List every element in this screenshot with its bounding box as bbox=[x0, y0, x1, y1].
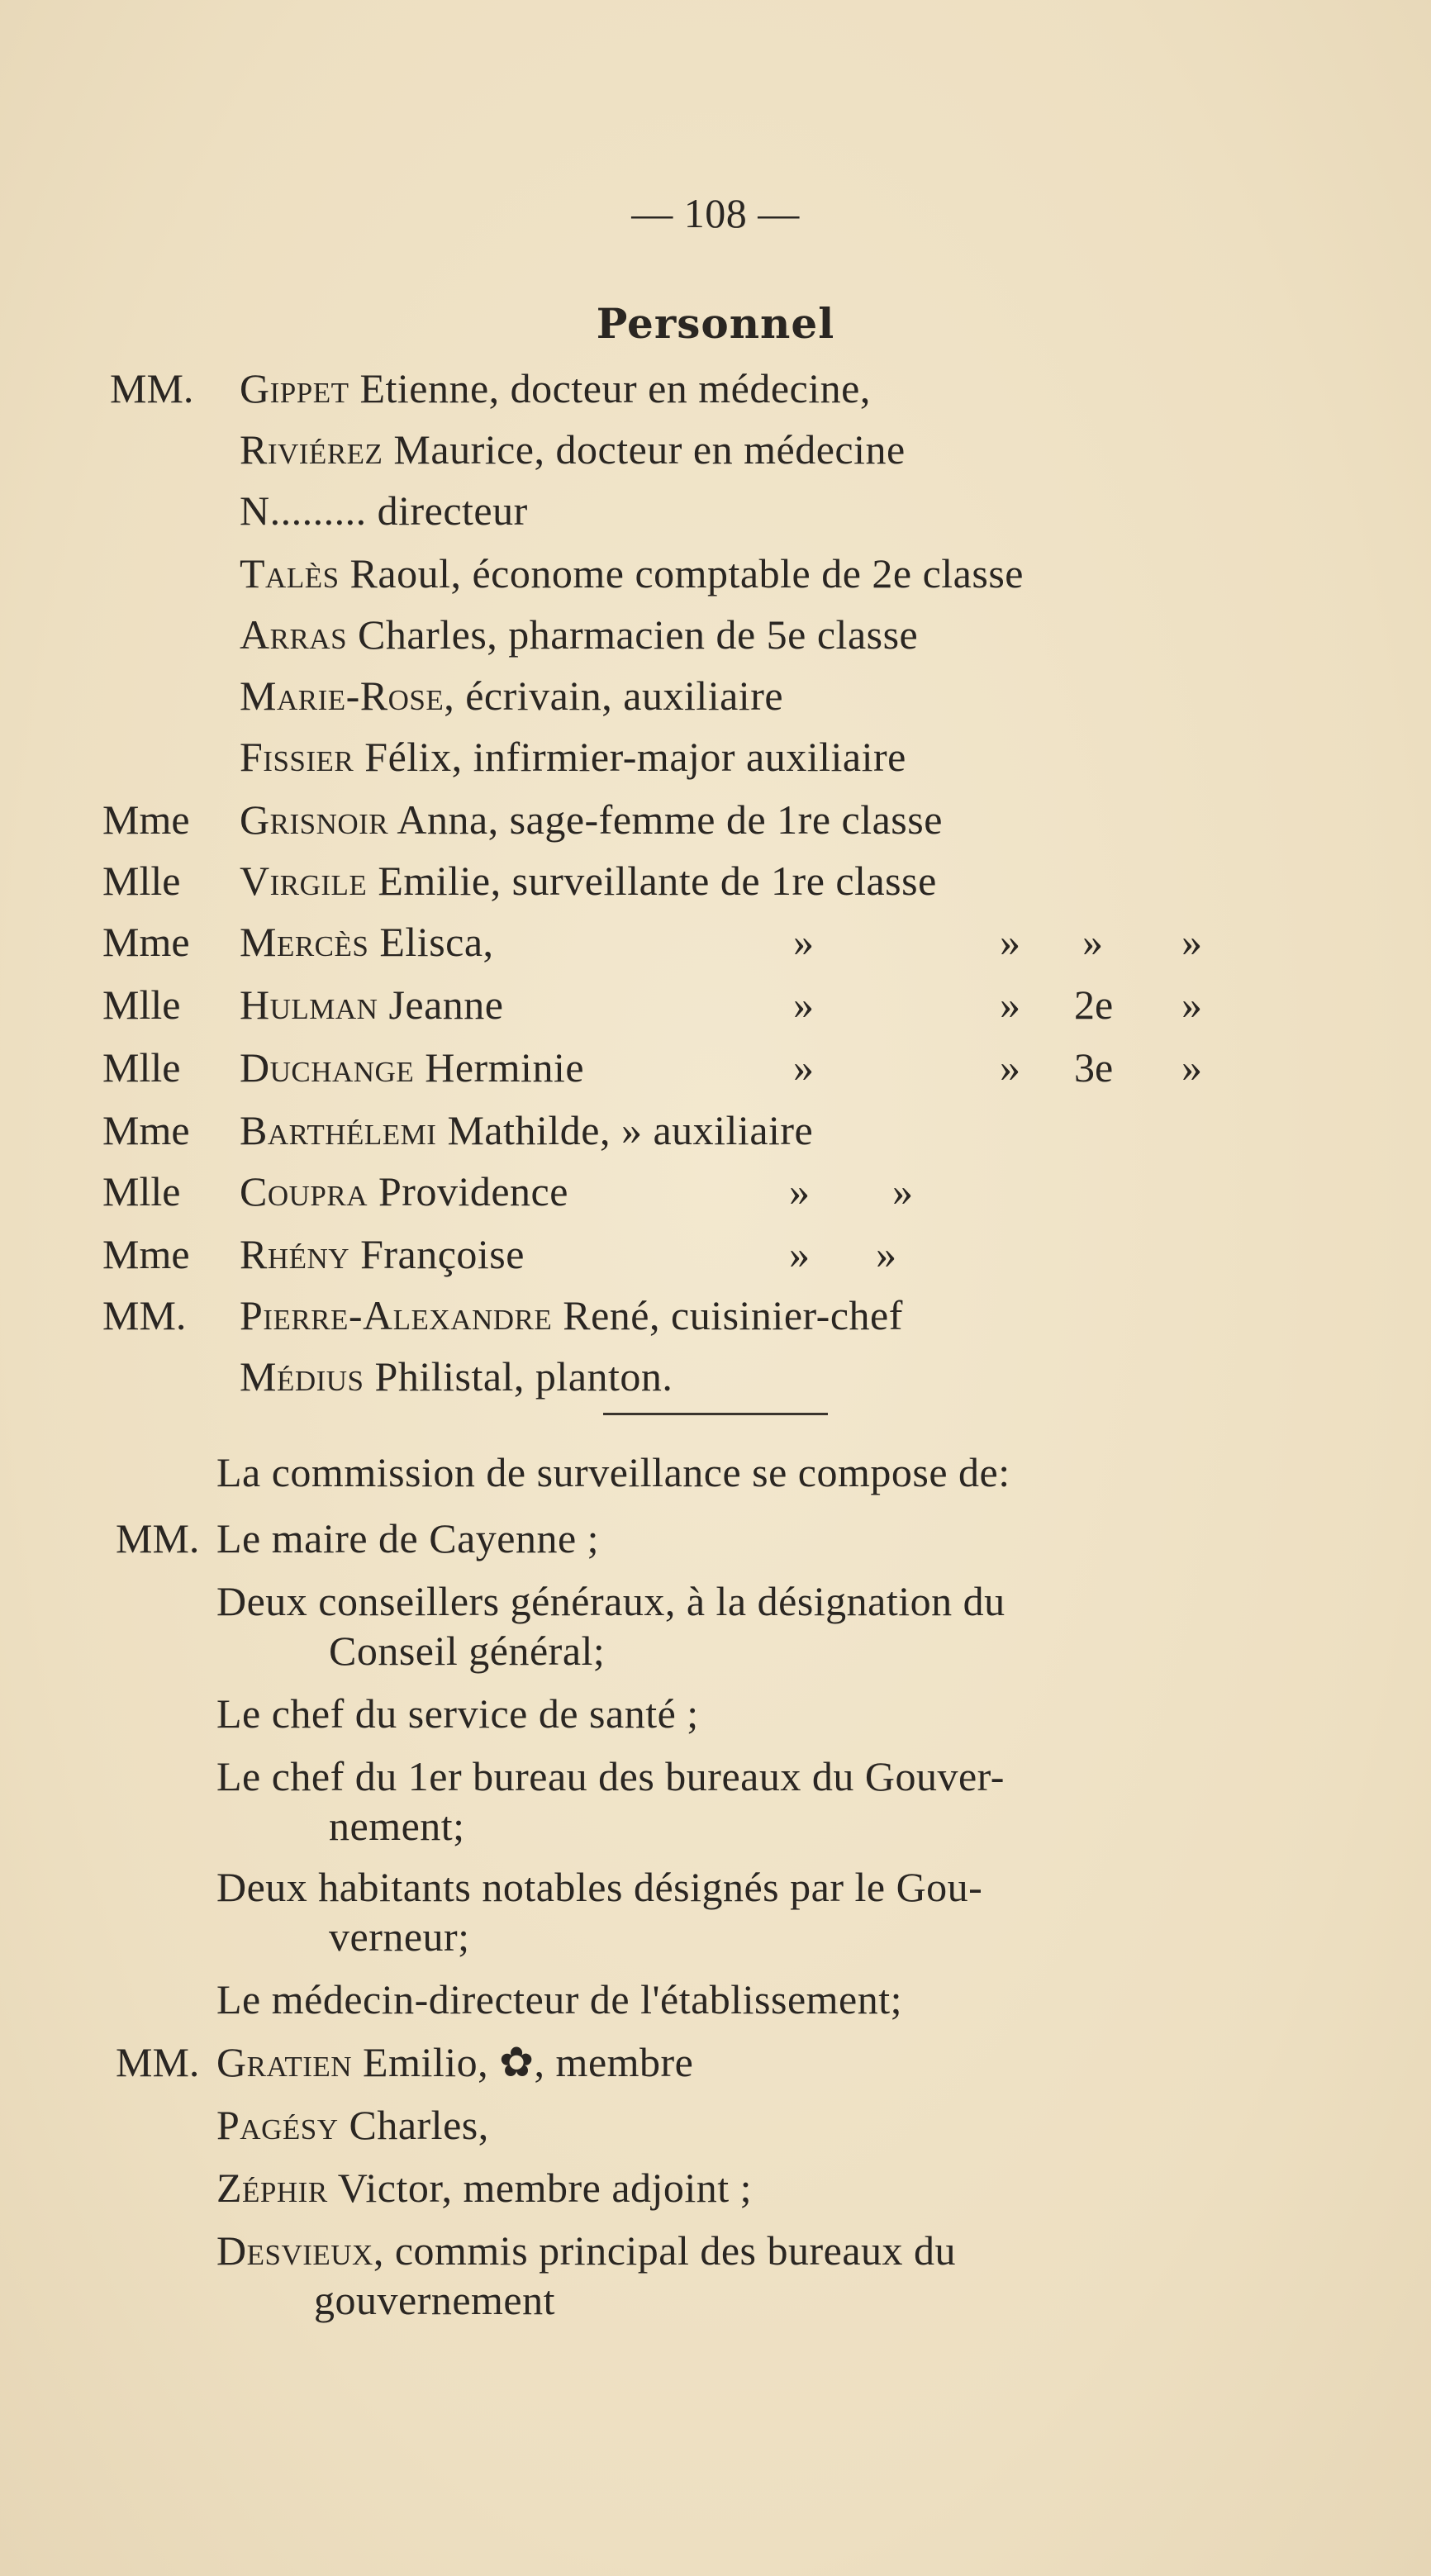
personnel-detail: Philistal, planton. bbox=[364, 1353, 673, 1400]
ditto-mark: » bbox=[789, 1168, 810, 1214]
member-detail: Emilio, ✿, membre bbox=[352, 2039, 694, 2085]
ditto-mark: » bbox=[793, 1044, 814, 1091]
ditto-mark: » bbox=[1181, 919, 1202, 965]
personnel-detail: Emilie, surveillante de 1re classe bbox=[367, 858, 937, 904]
personnel-detail: Mathilde, » auxiliaire bbox=[436, 1107, 814, 1153]
class-number: 3e bbox=[1074, 1044, 1114, 1091]
commission-line: Deux habitants notables désignés par le Gou- bbox=[216, 1864, 983, 1910]
personnel-line bbox=[240, 610, 918, 659]
personnel-line bbox=[240, 486, 528, 535]
section-title: Personnel bbox=[596, 299, 835, 348]
personnel-line bbox=[240, 364, 871, 413]
surname: Duchange bbox=[240, 1044, 415, 1091]
prefix-title: Mme bbox=[102, 1107, 190, 1153]
personnel-detail: René, cuisinier-chef bbox=[552, 1292, 903, 1338]
page-number: — 108 — bbox=[631, 190, 800, 236]
prefix-title: Mme bbox=[102, 796, 190, 843]
class-number: 2e bbox=[1074, 981, 1114, 1028]
ditto-mark: » bbox=[1082, 919, 1103, 965]
member-detail: Victor, membre adjoint ; bbox=[327, 2165, 753, 2211]
surname: Hulman bbox=[240, 981, 378, 1028]
ditto-mark: » bbox=[1181, 1044, 1202, 1091]
prefix-title: Mme bbox=[102, 919, 190, 965]
prefix-mm: MM. bbox=[110, 365, 194, 411]
prefix-title: Mlle bbox=[102, 858, 181, 904]
surname: Rhény bbox=[240, 1231, 350, 1277]
personnel-detail: , écrivain, auxiliaire bbox=[444, 673, 784, 719]
personnel-line bbox=[240, 732, 906, 782]
ditto-mark: » bbox=[892, 1168, 913, 1214]
personnel-line bbox=[240, 1167, 568, 1216]
prefix-title: Mlle bbox=[102, 1168, 181, 1214]
personnel-detail: Maurice, docteur en médecine bbox=[383, 426, 906, 473]
prefix-mm: MM. bbox=[102, 1292, 187, 1338]
personnel-line bbox=[240, 549, 1024, 598]
surname: Arras bbox=[240, 611, 348, 658]
personnel-detail: Herminie bbox=[414, 1044, 585, 1091]
surname: Coupra bbox=[240, 1168, 368, 1214]
personnel-line bbox=[240, 980, 503, 1029]
ditto-mark: » bbox=[1000, 919, 1020, 965]
member-detail: Charles, bbox=[338, 2102, 489, 2148]
commission-line: Le chef du 1er bureau des bureaux du Gouver- bbox=[216, 1753, 1005, 1799]
personnel-line bbox=[240, 856, 937, 905]
commission-line-continuation: verneur; bbox=[329, 1913, 470, 1960]
ditto-mark: » bbox=[1181, 981, 1202, 1028]
personnel-line bbox=[240, 425, 906, 474]
personnel-detail: Anna, sage-femme de 1re classe bbox=[388, 796, 943, 843]
surname: Pagésy bbox=[216, 2102, 339, 2148]
personnel-line bbox=[240, 1352, 673, 1401]
personnel-detail: Providence bbox=[368, 1168, 568, 1214]
surname: Talès bbox=[240, 550, 340, 596]
personnel-detail: Elisca, bbox=[368, 919, 494, 965]
surname: Médius bbox=[240, 1353, 364, 1400]
prefix-title: Mlle bbox=[102, 1044, 181, 1091]
ditto-mark: » bbox=[789, 1231, 810, 1277]
surname: Fissier bbox=[240, 734, 354, 780]
surname: Mercès bbox=[240, 919, 369, 965]
prefix-title: Mme bbox=[102, 1231, 190, 1277]
commission-line: Le médecin-directeur de l'établissement; bbox=[216, 1976, 903, 2022]
commission-line-continuation: nement; bbox=[329, 1803, 465, 1849]
ditto-mark: » bbox=[793, 919, 814, 965]
personnel-line bbox=[240, 917, 494, 967]
personnel-detail: Jeanne bbox=[378, 981, 504, 1028]
prefix-mm: MM. bbox=[116, 2039, 200, 2085]
commission-line: Le chef du service de santé ; bbox=[216, 1690, 699, 1737]
surname: Gippet bbox=[240, 365, 349, 411]
ditto-mark: » bbox=[1000, 981, 1020, 1028]
personnel-line bbox=[240, 1043, 584, 1092]
personnel-line bbox=[240, 1290, 903, 1340]
member-line-continuation: gouvernement bbox=[314, 2277, 556, 2323]
personnel-detail: Félix, infirmier-major auxiliaire bbox=[354, 734, 906, 780]
surname: Zéphir bbox=[216, 2165, 328, 2211]
surname: Marie-Rose bbox=[240, 673, 445, 719]
personnel-detail: Raoul, économe comptable de 2e classe bbox=[339, 550, 1024, 596]
commission-intro: La commission de surveillance se compose de: bbox=[216, 1449, 1010, 1495]
surname: Gratien bbox=[216, 2039, 353, 2085]
personnel-detail: Charles, pharmacien de 5e classe bbox=[347, 611, 919, 658]
member-line bbox=[216, 2100, 489, 2150]
personnel-line bbox=[240, 1105, 813, 1155]
surname: Grisnoir bbox=[240, 796, 389, 843]
prefix-mm: MM. bbox=[116, 1515, 200, 1561]
surname: Riviérez bbox=[240, 426, 383, 473]
surname: Desvieux bbox=[216, 2227, 373, 2274]
personnel-detail: Etienne, docteur en médecine, bbox=[349, 365, 871, 411]
member-line bbox=[216, 2037, 693, 2087]
ditto-mark: » bbox=[793, 981, 814, 1028]
personnel-line bbox=[240, 671, 783, 720]
member-line bbox=[216, 2226, 956, 2275]
prefix-title: Mlle bbox=[102, 981, 181, 1028]
ditto-mark: » bbox=[1000, 1044, 1020, 1091]
member-detail: , commis principal des bureaux du bbox=[373, 2227, 957, 2274]
surname: Barthélemi bbox=[240, 1107, 437, 1153]
commission-line-continuation: Conseil général; bbox=[329, 1628, 606, 1674]
commission-line: Deux conseillers généraux, à la désignation du bbox=[216, 1578, 1006, 1624]
personnel-detail: N......... directeur bbox=[240, 487, 528, 534]
surname: Pierre-Alexandre bbox=[240, 1292, 553, 1338]
surname: Virgile bbox=[240, 858, 368, 904]
section-divider bbox=[603, 1413, 828, 1415]
member-line bbox=[216, 2163, 752, 2212]
personnel-line bbox=[240, 1229, 525, 1279]
personnel-detail: Françoise bbox=[349, 1231, 525, 1277]
ditto-mark: » bbox=[876, 1231, 896, 1277]
commission-line: Le maire de Cayenne ; bbox=[216, 1515, 600, 1561]
personnel-line bbox=[240, 795, 943, 844]
